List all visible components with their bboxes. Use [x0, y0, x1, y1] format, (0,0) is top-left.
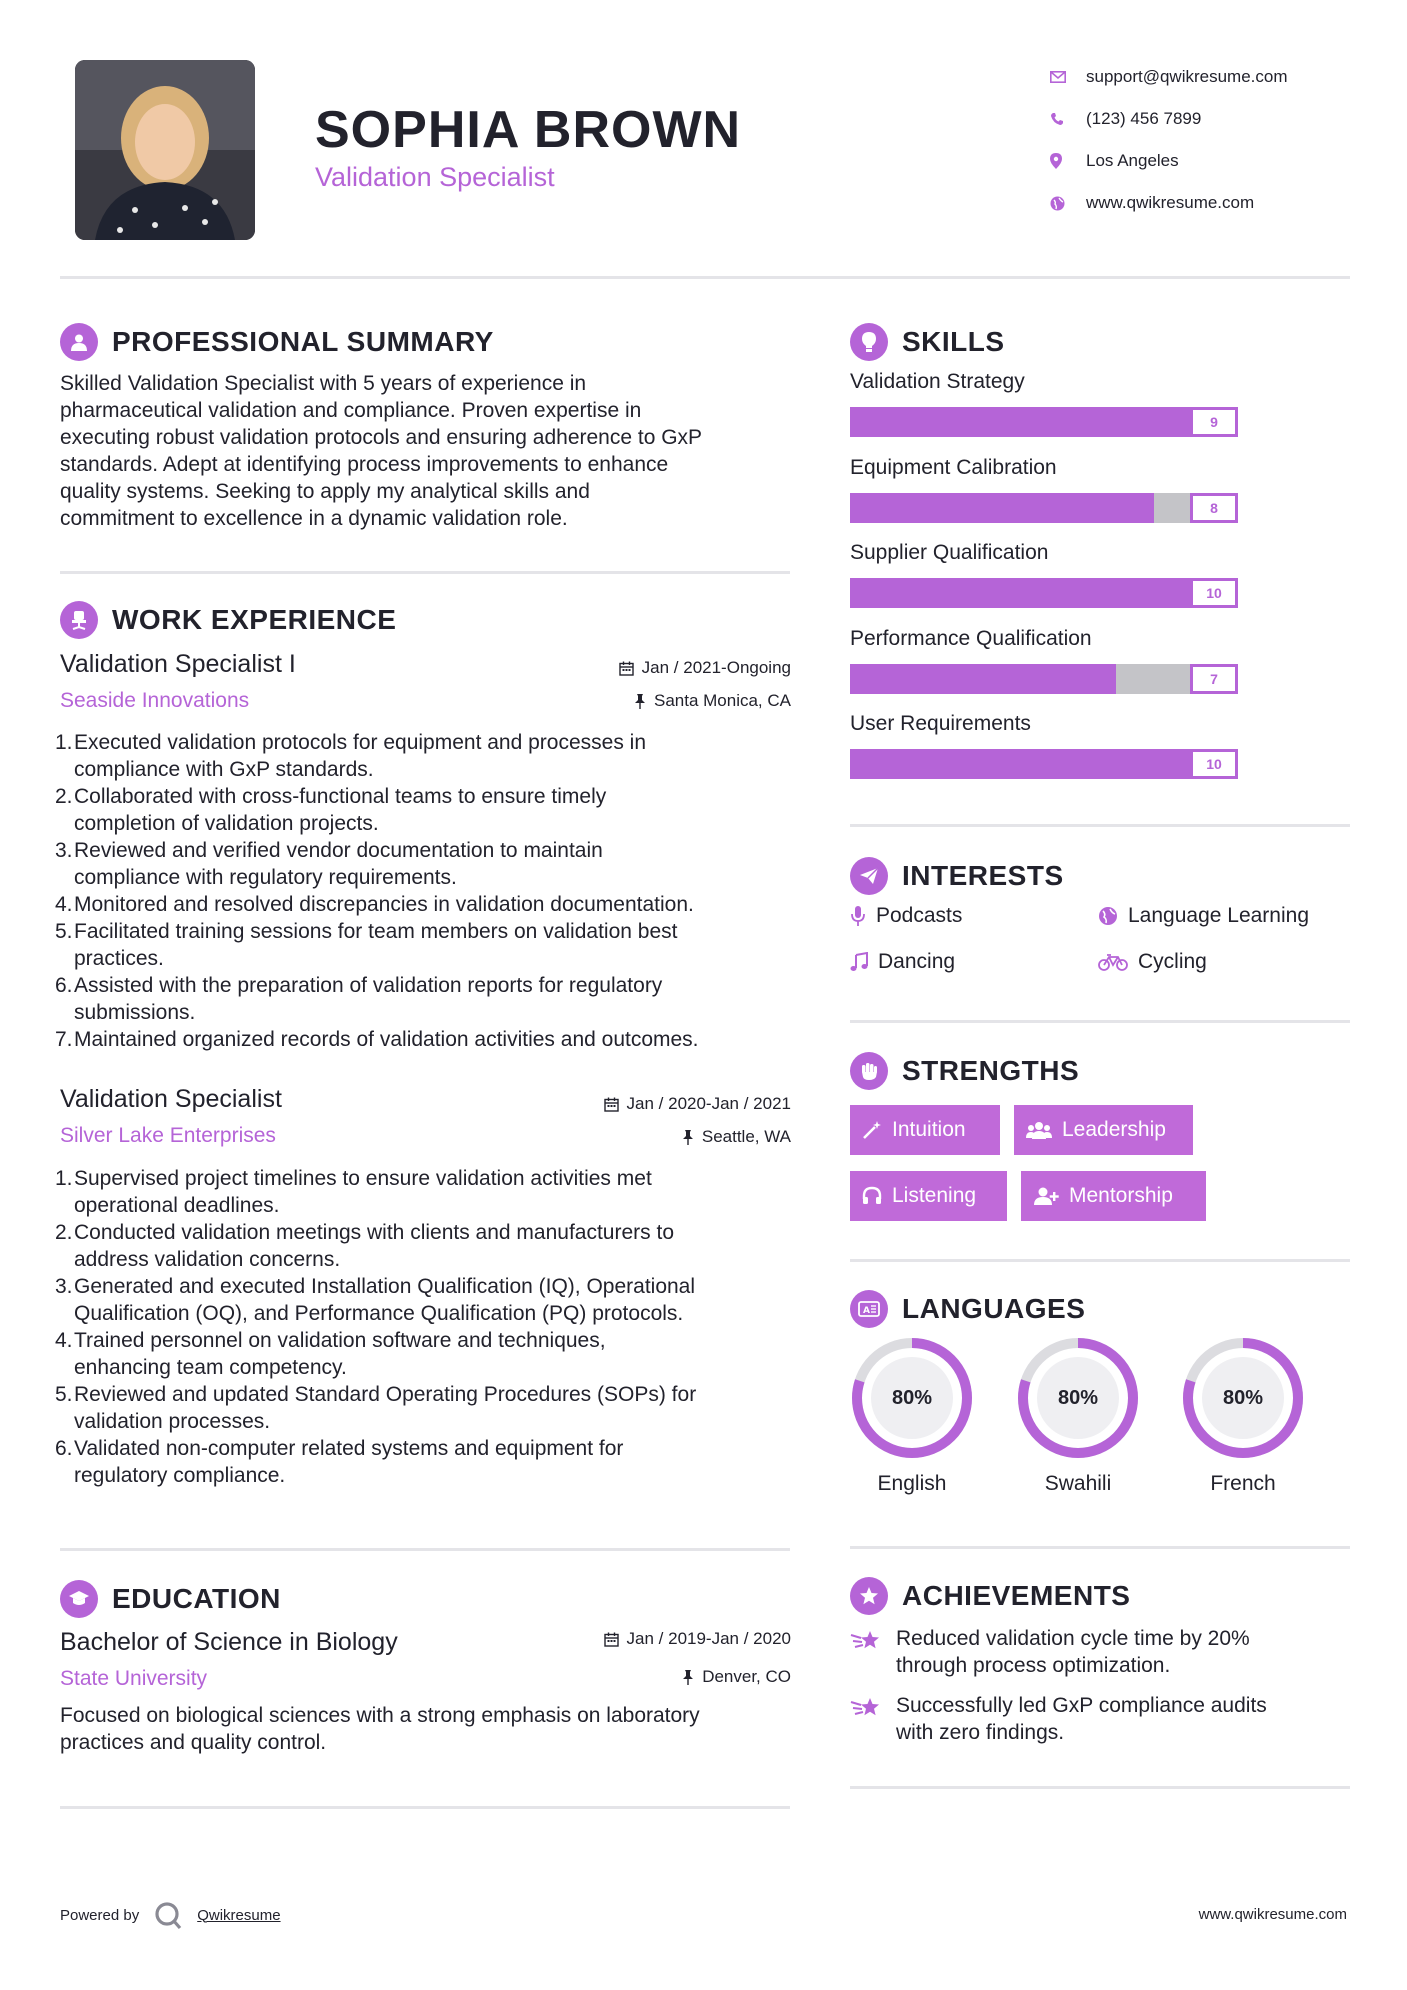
contact-location	[1050, 140, 1370, 182]
strength-badge	[850, 1105, 1000, 1155]
contact-list	[1050, 56, 1370, 224]
language-name: Swahili	[1044, 1472, 1112, 1495]
skill-bar-segment	[1116, 664, 1154, 694]
chair-icon	[60, 601, 98, 639]
globe-icon	[1098, 906, 1118, 926]
location-icon	[1050, 153, 1086, 169]
achievement-item	[850, 1692, 1350, 1746]
job-date	[500, 658, 791, 678]
experience-divider	[60, 1548, 790, 1551]
achievements-divider	[850, 1786, 1350, 1789]
skill-name: Supplier Qualification	[850, 541, 1049, 564]
education-location	[500, 1667, 791, 1687]
qwikresume-link[interactable]: Qwikresume	[197, 1906, 281, 1924]
skill-bar-segment	[850, 664, 888, 694]
interest-label: Dancing	[878, 950, 956, 973]
language-percent: 80%	[1222, 1386, 1264, 1409]
summary-header	[60, 323, 494, 361]
skill-bar-segment	[888, 493, 926, 523]
list-line: practices.	[74, 947, 164, 970]
skill-bar-segment	[964, 578, 1002, 608]
job-company: Seaside Innovations	[60, 689, 250, 712]
skill-bar-segment	[850, 578, 888, 608]
contact-email[interactable]	[1050, 56, 1370, 98]
skill-bar-segment	[888, 578, 926, 608]
svg-text:A: A	[863, 1306, 870, 1316]
language-percent: 80%	[891, 1386, 933, 1409]
user-icon	[60, 323, 98, 361]
skills-header	[850, 323, 1005, 361]
interest-label: Podcasts	[876, 904, 963, 927]
fist-icon	[850, 1052, 888, 1090]
list-item	[55, 1219, 805, 1273]
language-item	[1016, 1336, 1140, 1496]
skill-score: 7	[1190, 664, 1238, 694]
skill-bar-segment	[1154, 578, 1190, 608]
job-location	[500, 691, 791, 711]
interests-header	[850, 857, 1064, 895]
strength-label: Intuition	[892, 1118, 966, 1141]
paper-plane-icon	[850, 857, 888, 895]
degree-title: Bachelor of Science in Biology	[60, 1628, 398, 1656]
skill-bar-segment	[926, 493, 964, 523]
list-line: enhancing team competency.	[74, 1356, 347, 1379]
list-line: Monitored and resolved discrepancies in validation documentation.	[74, 893, 694, 916]
skill-bar-segment	[1154, 664, 1190, 694]
list-line: Collaborated with cross-functional teams to ensure timely	[74, 785, 607, 808]
skill-bar-segment	[926, 407, 964, 437]
list-number: 2.	[55, 785, 73, 808]
achievement-text	[896, 1625, 1250, 1679]
skill-bar-segment	[1040, 407, 1078, 437]
list-line: compliance with regulatory requirements.	[74, 866, 457, 889]
list-number: 5.	[55, 920, 73, 943]
skill-bar-segment	[1040, 749, 1078, 779]
skill-bar-segment	[1116, 493, 1154, 523]
achievements-header	[850, 1577, 1130, 1615]
list-line: address validation concerns.	[74, 1248, 341, 1271]
education-title: EDUCATION	[112, 1583, 281, 1614]
list-line: Conducted validation meetings with clients and manufacturers to	[74, 1221, 674, 1244]
graduation-icon	[60, 1580, 98, 1618]
skill-bar-segment	[1040, 578, 1078, 608]
list-line: compliance with GxP standards.	[74, 758, 374, 781]
star-badge-icon	[850, 1577, 888, 1615]
skill-bar-segment	[850, 493, 888, 523]
list-line: Generated and executed Installation Qualification (IQ), Operational	[74, 1275, 696, 1298]
list-item	[55, 891, 805, 918]
contact-website-text: www.qwikresume.com	[1086, 193, 1255, 212]
job-location	[500, 1127, 791, 1147]
summary-line: Skilled Validation Specialist with 5 years of experience in	[60, 372, 587, 395]
skill-bar-segment	[1116, 407, 1154, 437]
list-item	[55, 972, 805, 1026]
interest-label: Language Learning	[1128, 904, 1310, 927]
contact-location-text: Los Angeles	[1086, 151, 1179, 170]
education-divider	[60, 1806, 790, 1809]
strength-label: Mentorship	[1069, 1184, 1173, 1207]
languages-divider	[850, 1546, 1350, 1549]
list-item	[55, 1026, 805, 1053]
skill-bar-segment	[850, 749, 888, 779]
skill-bar-segment	[1002, 578, 1040, 608]
strength-badge	[1014, 1105, 1193, 1155]
education-date	[500, 1629, 791, 1649]
achievement-item	[850, 1625, 1350, 1679]
list-item	[55, 1381, 805, 1435]
list-line: Trained personnel on validation software and techniques,	[74, 1329, 606, 1352]
strengths-divider	[850, 1259, 1350, 1262]
list-line: Validated non-computer related systems and equipment for	[74, 1437, 624, 1460]
education-description	[60, 1702, 800, 1756]
contact-website[interactable]	[1050, 182, 1370, 224]
phone-icon	[1050, 112, 1086, 126]
list-item	[55, 1273, 805, 1327]
list-line: Qualification (OQ), and Performance Qualification (PQ) protocols.	[74, 1302, 684, 1325]
interest-label: Cycling	[1138, 950, 1207, 973]
education-line: Focused on biological sciences with a strong emphasis on laboratory	[60, 1704, 700, 1727]
list-item	[55, 918, 805, 972]
list-item	[55, 1327, 805, 1381]
job-title: Validation Specialist	[60, 1085, 282, 1113]
skill-bar-segment	[1002, 493, 1040, 523]
skill-bar-segment	[888, 749, 926, 779]
skill-bar-segment	[1154, 407, 1190, 437]
job-title: Validation Specialist I	[60, 650, 296, 678]
list-line: Executed validation protocols for equipment and processes in	[74, 731, 647, 754]
skill-bar-segment	[1078, 664, 1116, 694]
strength-badge	[850, 1171, 1007, 1221]
interests-divider	[850, 1020, 1350, 1023]
list-number: 1.	[55, 1167, 73, 1190]
skill-bar-segment	[1040, 493, 1078, 523]
skill-bar-segment	[1078, 407, 1116, 437]
skill-bar-segment	[1116, 749, 1154, 779]
summary-title: PROFESSIONAL SUMMARY	[112, 326, 494, 357]
job-location-text: Santa Monica, CA	[653, 691, 791, 710]
interests-title: INTERESTS	[902, 860, 1064, 891]
interest-item	[850, 950, 955, 974]
strength-label: Leadership	[1062, 1118, 1166, 1141]
skill-bar	[850, 664, 1250, 694]
list-line: operational deadlines.	[74, 1194, 280, 1217]
skill-bar-segment	[926, 749, 964, 779]
powered-by-text: Powered by	[60, 1906, 140, 1924]
skill-bar	[850, 749, 1250, 779]
skill-bar-segment	[964, 749, 1002, 779]
list-line: Maintained organized records of validation activities and outcomes.	[74, 1028, 699, 1051]
job-company: Silver Lake Enterprises	[60, 1124, 276, 1147]
skill-name: Equipment Calibration	[850, 455, 1057, 479]
headphones-icon	[862, 1186, 882, 1206]
list-line: Reviewed and verified vendor documentation to maintain	[74, 839, 603, 862]
skill-bar	[850, 407, 1250, 437]
list-number: 3.	[55, 1275, 73, 1298]
user-plus-icon	[1033, 1186, 1059, 1206]
job-location-text: Seattle, WA	[701, 1127, 791, 1146]
job-responsibilities	[55, 729, 805, 1053]
language-name: French	[1210, 1472, 1276, 1495]
list-number: 5.	[55, 1383, 73, 1406]
list-item	[55, 837, 805, 891]
achievement-line: with zero findings.	[896, 1721, 1065, 1744]
skill-bar-segment	[964, 407, 1002, 437]
summary-divider	[60, 571, 790, 574]
summary-text	[60, 370, 800, 532]
achievement-text	[896, 1692, 1267, 1746]
profile-photo	[75, 60, 255, 240]
skill-bar	[850, 493, 1250, 523]
list-line: completion of validation projects.	[74, 812, 379, 835]
lightbulb-icon	[850, 323, 888, 361]
experience-header	[60, 601, 396, 639]
calendar-icon	[604, 1632, 619, 1647]
list-number: 7.	[55, 1028, 73, 1051]
skill-score: 9	[1190, 407, 1238, 437]
list-number: 1.	[55, 731, 73, 754]
list-item	[55, 783, 805, 837]
school-name: State University	[60, 1667, 208, 1690]
pin-icon	[634, 694, 646, 709]
education-date-text: Jan / 2019-Jan / 2020	[626, 1629, 791, 1648]
header-divider	[60, 276, 1350, 279]
list-number: 6.	[55, 1437, 73, 1460]
strength-badge	[1021, 1171, 1206, 1221]
list-item	[55, 729, 805, 783]
achievement-line: Reduced validation cycle time by 20%	[896, 1627, 1250, 1650]
education-header	[60, 1580, 281, 1618]
users-icon	[1026, 1120, 1052, 1140]
summary-line: pharmaceutical validation and compliance. Proven expertise in	[60, 399, 642, 422]
education-location-text: Denver, CO	[702, 1667, 791, 1686]
interest-item	[1098, 904, 1309, 928]
list-line: submissions.	[74, 1001, 196, 1024]
achievement-line: Successfully led GxP compliance audits	[896, 1694, 1267, 1717]
languages-header	[850, 1290, 1085, 1328]
globe-icon	[1050, 196, 1086, 211]
skill-bar-segment	[1002, 407, 1040, 437]
skill-bar-segment	[964, 664, 1002, 694]
skills-title: SKILLS	[902, 326, 1005, 357]
list-number: 2.	[55, 1221, 73, 1244]
bicycle-icon	[1098, 953, 1128, 971]
calendar-icon	[604, 1097, 619, 1112]
email-icon	[1050, 71, 1086, 83]
skill-bar-segment	[888, 407, 926, 437]
skill-bar-segment	[1040, 664, 1078, 694]
footer-url[interactable]: www.qwikresume.com	[1198, 1906, 1347, 1923]
skill-name: Performance Qualification	[850, 626, 1092, 650]
skill-bar-segment	[1078, 493, 1116, 523]
language-name: English	[877, 1472, 947, 1495]
skill-bar-segment	[850, 407, 888, 437]
skill-name: Validation Strategy	[850, 370, 1025, 393]
list-line: validation processes.	[74, 1410, 271, 1433]
job-responsibilities	[55, 1165, 805, 1489]
skill-name: User Requirements	[850, 712, 1031, 735]
language-icon	[850, 1290, 888, 1328]
summary-line: commitment to excellence in a dynamic validation role.	[60, 507, 568, 530]
skill-score: 10	[1190, 578, 1238, 608]
list-line: Assisted with the preparation of validation reports for regulatory	[74, 974, 663, 997]
strength-label: Listening	[892, 1184, 977, 1207]
job-date	[500, 1094, 791, 1114]
pin-icon	[682, 1670, 694, 1685]
list-line: Facilitated training sessions for team members on validation best	[74, 920, 678, 943]
calendar-icon	[619, 661, 634, 676]
list-line: regulatory compliance.	[74, 1464, 286, 1487]
candidate-name: SOPHIA BROWN	[315, 101, 742, 159]
list-line: Reviewed and updated Standard Operating Procedures (SOPs) for	[74, 1383, 697, 1406]
music-note-icon	[850, 952, 868, 972]
achievement-line: through process optimization.	[896, 1654, 1171, 1677]
contact-phone[interactable]	[1050, 98, 1370, 140]
skill-bar-segment	[888, 664, 926, 694]
list-number: 6.	[55, 974, 73, 997]
list-number: 3.	[55, 839, 73, 862]
list-item	[55, 1435, 805, 1489]
interest-item	[1098, 950, 1207, 974]
summary-line: quality systems. Seeking to apply my analytical skills and	[60, 480, 590, 503]
pin-icon	[682, 1130, 694, 1145]
list-number: 4.	[55, 893, 73, 916]
achievements-title: ACHIEVEMENTS	[902, 1580, 1131, 1611]
experience-title: WORK EXPERIENCE	[112, 604, 397, 635]
summary-line: executing robust validation protocols and ensuring adherence to GxP	[60, 426, 703, 449]
skill-bar-segment	[926, 664, 964, 694]
skill-bar-segment	[1154, 493, 1190, 523]
skill-bar-segment	[1078, 578, 1116, 608]
strengths-header	[850, 1052, 1079, 1090]
candidate-title: Validation Specialist	[315, 162, 555, 192]
job-date-text: Jan / 2020-Jan / 2021	[626, 1094, 791, 1113]
skill-score: 8	[1190, 493, 1238, 523]
skill-bar	[850, 578, 1250, 608]
skill-bar-segment	[926, 578, 964, 608]
skill-bar-segment	[1002, 749, 1040, 779]
skills-divider	[850, 824, 1350, 827]
skill-bar-segment	[1002, 664, 1040, 694]
list-number: 4.	[55, 1329, 73, 1352]
skill-bar-segment	[964, 493, 1002, 523]
language-percent: 80%	[1057, 1386, 1099, 1409]
strengths-title: STRENGTHS	[902, 1055, 1080, 1086]
language-item	[1181, 1336, 1305, 1496]
interest-item	[850, 904, 962, 928]
microphone-icon	[850, 905, 866, 927]
shooting-star-icon	[850, 1692, 896, 1746]
list-line: Supervised project timelines to ensure validation activities met	[74, 1167, 652, 1190]
contact-phone-text: (123) 456 7899	[1086, 109, 1202, 128]
list-item	[55, 1165, 805, 1219]
qwikresume-logo-icon	[153, 1900, 183, 1930]
skill-bar-segment	[1154, 749, 1190, 779]
contact-email-text: support@qwikresume.com	[1086, 67, 1288, 86]
footer-powered-by	[60, 1900, 281, 1930]
skill-score: 10	[1190, 749, 1238, 779]
skill-bar-segment	[1116, 578, 1154, 608]
skill-bar-segment	[1078, 749, 1116, 779]
education-line: practices and quality control.	[60, 1731, 327, 1754]
shooting-star-icon	[850, 1625, 896, 1679]
languages-title: LANGUAGES	[902, 1293, 1086, 1324]
summary-line: standards. Adept at identifying process improvements to enhance	[60, 453, 669, 476]
language-item	[850, 1336, 974, 1496]
magic-wand-icon	[862, 1120, 882, 1140]
job-date-text: Jan / 2021-Ongoing	[641, 658, 791, 677]
